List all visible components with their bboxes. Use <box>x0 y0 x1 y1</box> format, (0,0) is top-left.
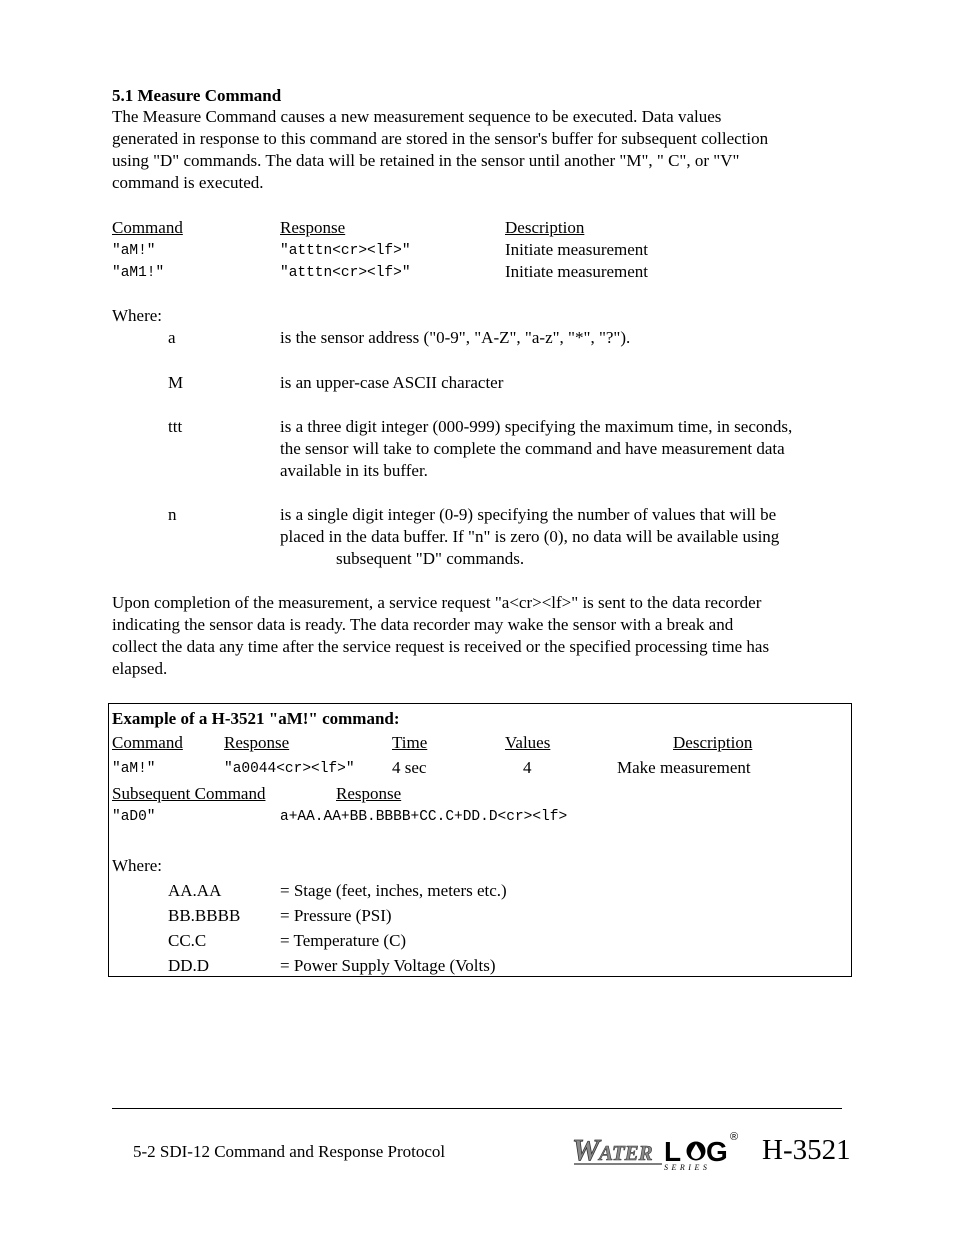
where-definition: the sensor will take to complete the command and have measurement data <box>280 439 785 458</box>
definition-term: BB.BBBB <box>168 906 241 925</box>
example-time-cell: 4 sec <box>392 758 427 777</box>
svg-text:ATER: ATER <box>599 1141 653 1165</box>
where-definition: is the sensor address ("0-9", "A-Z", "a-z", "*", "?"). <box>280 328 631 347</box>
footer-section-label: 5-2 SDI-12 Command and Response Protocol <box>133 1142 446 1161</box>
where-definition: is a three digit integer (000-999) specifying the maximum time, in seconds, <box>280 417 793 436</box>
command-header: Command <box>112 218 183 237</box>
svg-text:®: ® <box>730 1131 739 1143</box>
description-cell: Initiate measurement <box>505 262 649 281</box>
svg-text:L: L <box>664 1136 682 1167</box>
where-term: ttt <box>168 417 183 436</box>
where-definition: available in its buffer. <box>280 461 428 480</box>
subsequent-response-header: Response <box>336 784 402 803</box>
model-number: H-3521 <box>762 1134 851 1166</box>
footer-rule <box>112 1108 842 1109</box>
example-response-cell: "a0044<cr><lf>" <box>224 761 355 777</box>
example-description-header: Description <box>673 733 753 752</box>
definition-term: CC.C <box>168 931 207 950</box>
completion-line: collect the data any time after the service request is received or the specified processing time has <box>112 637 770 656</box>
response-cell: "atttn<cr><lf>" <box>280 265 411 281</box>
example-title: Example of a H-3521 "aM!" command: <box>112 709 400 728</box>
response-header: Response <box>280 218 346 237</box>
where-definition: subsequent "D" commands. <box>336 549 525 568</box>
where-term: M <box>168 373 184 392</box>
completion-line: elapsed. <box>112 659 168 678</box>
definition-text: = Stage (feet, inches, meters etc.) <box>280 881 507 900</box>
example-description-cell: Make measurement <box>617 758 751 777</box>
response-cell: "atttn<cr><lf>" <box>280 243 411 259</box>
example-values-cell: 4 <box>523 758 532 777</box>
subsequent-command-header: Subsequent Command <box>112 784 266 803</box>
intro-line: command is executed. <box>112 173 264 192</box>
intro-line: generated in response to this command are stored in the sensor's buffer for subsequent collection <box>112 129 769 148</box>
where-definition: is an upper-case ASCII character <box>280 373 504 392</box>
intro-line: The Measure Command causes a new measurement sequence to be executed. Data values <box>112 107 722 126</box>
completion-paragraph <box>112 592 842 680</box>
where-term: a <box>168 328 176 347</box>
where-definition: is a single digit integer (0-9) specifying the number of values that will be <box>280 505 777 524</box>
command-cell: "aM1!" <box>112 265 165 281</box>
subsequent-response-cell: a+AA.AA+BB.BBBB+CC.C+DD.D<cr><lf> <box>280 809 568 825</box>
example-command-cell: "aM!" <box>112 761 156 777</box>
completion-line: indicating the sensor data is ready. The data recorder may wake the sensor with a break and <box>112 615 734 634</box>
example-time-header: Time <box>392 733 428 752</box>
where-definition: placed in the data buffer. If "n" is zero (0), no data will be available using <box>280 527 780 546</box>
completion-line: Upon completion of the measurement, a service request "a<cr><lf>" is sent to the data recorder <box>112 593 762 612</box>
section-heading: 5.1 Measure Command <box>112 86 282 105</box>
definition-term: DD.D <box>168 956 210 975</box>
example-command-header: Command <box>112 733 183 752</box>
svg-text:SERIES: SERIES <box>664 1163 711 1172</box>
svg-text:W: W <box>572 1132 600 1167</box>
definition-text: = Pressure (PSI) <box>280 906 392 925</box>
subsequent-command-cell: "aD0" <box>112 809 156 825</box>
example-values-header: Values <box>505 733 551 752</box>
definition-text: = Power Supply Voltage (Volts) <box>280 956 496 975</box>
command-cell: "aM!" <box>112 243 156 259</box>
example-where-label: Where: <box>112 856 163 875</box>
description-header: Description <box>505 218 585 237</box>
waterlog-logo <box>572 1128 742 1172</box>
definition-text: = Temperature (C) <box>280 931 407 950</box>
description-cell: Initiate measurement <box>505 240 649 259</box>
where-term: n <box>168 505 177 524</box>
intro-paragraph <box>112 106 842 194</box>
where-label: Where: <box>112 306 163 325</box>
intro-line: using "D" commands. The data will be retained in the sensor until another "M", " C", or "V" <box>112 151 740 170</box>
example-response-header: Response <box>224 733 290 752</box>
definition-term: AA.AA <box>168 881 222 900</box>
svg-text:G: G <box>706 1136 728 1167</box>
